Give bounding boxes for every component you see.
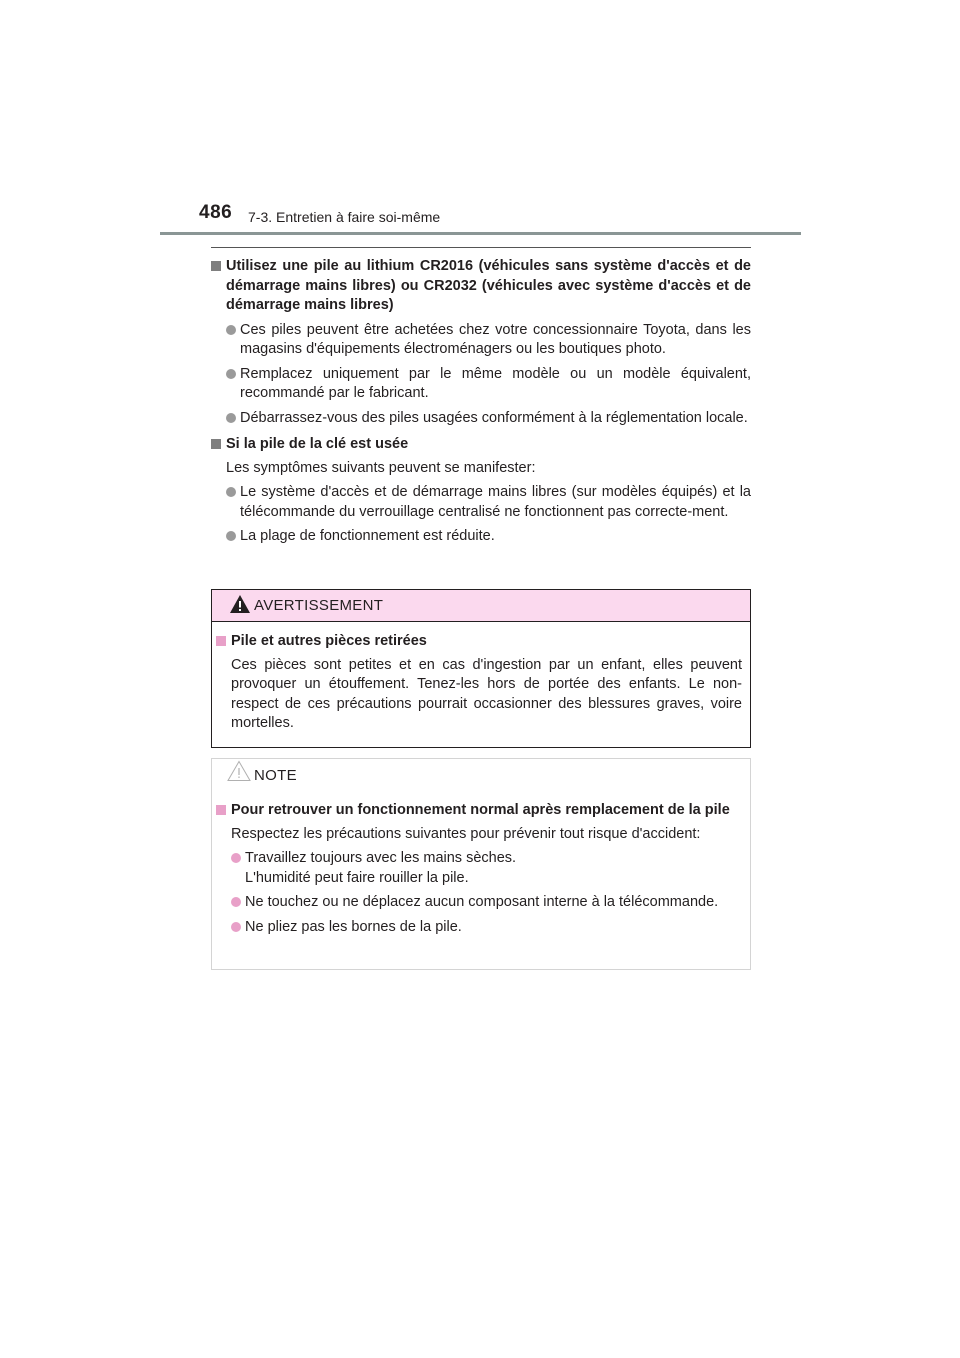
circle-bullet-icon <box>226 413 236 423</box>
warning-body <box>212 622 750 734</box>
list-item: Ne pliez pas les bornes de la pile. <box>216 918 742 938</box>
main-content <box>211 257 751 547</box>
square-bullet-icon <box>216 805 226 815</box>
warning-triangle-icon <box>229 594 251 614</box>
warning-header <box>212 590 750 622</box>
page-number: 486 <box>199 202 233 223</box>
note-heading: Pour retrouver un fonctionnement normal après remplacement de la pile <box>216 801 742 821</box>
circle-bullet-icon <box>226 531 236 541</box>
list-item: Travaillez toujours avec les mains sèches. L'humidité peut faire rouiller la pile. <box>216 849 742 888</box>
list-item: Débarrassez-vous des piles usagées conformément à la réglementation locale. <box>211 409 751 429</box>
list-item: Le système d'accès et de démarrage mains libres (sur modèles équipés) et la télécommande du verrouillage centralisé ne fonctionnent pas correcte-ment. <box>211 483 751 522</box>
circle-bullet-icon <box>231 922 241 932</box>
circle-bullet-icon <box>226 325 236 335</box>
warning-box <box>211 589 751 748</box>
note-header <box>212 759 750 793</box>
warning-text: Ces pièces sont petites et en cas d'ingestion par un enfant, elles peuvent provoquer un étouffement. Tenez-les hors de portée des enfants. Le non-respect de ces précautions pourrait occasionner des blessures graves, voire mortelles. <box>231 656 742 731</box>
warning-heading: Pile et autres pièces retirées <box>216 632 742 652</box>
header-rule <box>160 232 801 235</box>
note-intro: Respectez les précautions suivantes pour prévenir tout risque d'accident: <box>231 825 701 842</box>
square-bullet-icon <box>211 261 221 271</box>
circle-bullet-icon <box>226 487 236 497</box>
circle-bullet-icon <box>231 853 241 863</box>
warning-label: AVERTISSEMENT <box>254 597 384 614</box>
circle-bullet-icon <box>226 369 236 379</box>
worn-battery-heading: Si la pile de la clé est usée <box>211 435 751 455</box>
list-item: Remplacez uniquement par le même modèle ou un modèle équivalent, recommandé par le fabricant. <box>211 365 751 404</box>
caution-triangle-icon <box>227 760 251 782</box>
section-title: 7-3. Entretien à faire soi-même <box>248 209 441 225</box>
note-body <box>212 793 750 937</box>
list-item: Ne touchez ou ne déplacez aucun composant interne à la télécommande. <box>216 893 742 913</box>
square-bullet-icon <box>211 439 221 449</box>
list-item: Ces piles peuvent être achetées chez votre concessionnaire Toyota, dans les magasins d'équipements électroménagers ou les boutiques photo. <box>211 321 751 360</box>
list-item: La plage de fonctionnement est réduite. <box>211 527 751 547</box>
circle-bullet-icon <box>231 897 241 907</box>
square-bullet-icon <box>216 636 226 646</box>
note-box <box>211 758 751 970</box>
symptoms-intro: Les symptômes suivants peuvent se manifester: <box>226 459 536 476</box>
content-rule <box>211 247 751 248</box>
note-label: NOTE <box>254 767 297 784</box>
battery-type-heading: Utilisez une pile au lithium CR2016 (véhicules sans système d'accès et de démarrage mains libres) ou CR2032 (véhicules avec système d'accès et de démarrage mains libres) <box>211 257 751 316</box>
